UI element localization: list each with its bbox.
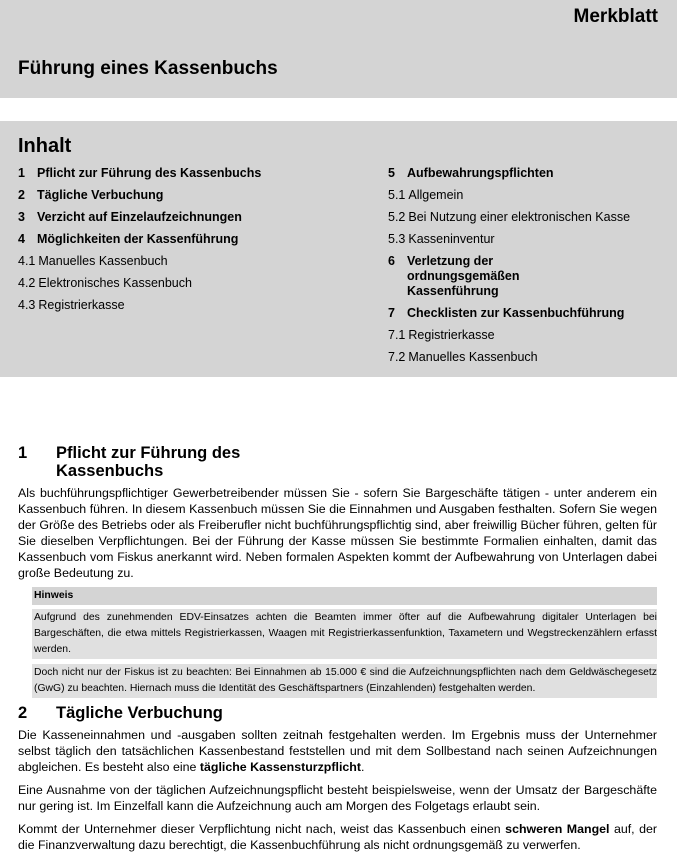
toc-entry[interactable]: 6 Verletzung der ordnungsgemäßen Kassenführung	[388, 254, 520, 298]
section-heading: 1 Pflicht zur Führung des Kassenbuchs	[18, 444, 241, 480]
toc-column-left	[18, 162, 358, 316]
section-paragraph: Als buchführungspflichtiger Gewerbetreibender müssen Sie - sofern Sie Bargeschäfte tätigen - unter anderem ein Kassenbuch führen. In diesem Kassenbuch müssen Sie die Einnahmen und Ausgaben festhalten. Sofern Sie wegen der Größe des Betriebs oder als Freiberufler nicht buchführungspflichtig sind, aber freiwillig Bücher führen, gelten für Sie dieselben Verpflichtungen. Bei der Führung der Kasse müssen Sie bestimmte Formalien einhalten, damit das Kassenbuch vom Fiskus anerkannt wird. Neben formalen Aspekten kommt der Aufbewahrung von Unterlagen dabei große Bedeutung zu.	[18, 486, 657, 580]
toc-entry[interactable]: 5.1 Allgemein	[388, 188, 464, 202]
hint-box	[32, 587, 657, 698]
toc-entry[interactable]: 5 Aufbewahrungspflichten	[388, 166, 554, 180]
table-of-contents	[0, 121, 677, 377]
toc-heading: Inhalt	[18, 135, 72, 157]
toc-entry[interactable]: 4.1 Manuelles Kassenbuch	[18, 254, 168, 268]
toc-entry[interactable]: 4.2 Elektronisches Kassenbuch	[18, 276, 192, 290]
section-heading: 2 Tägliche Verbuchung	[18, 704, 223, 722]
toc-entry[interactable]: 7.2 Manuelles Kassenbuch	[388, 350, 538, 364]
section-paragraph: Die Kasseneinnahmen und -ausgaben sollten zeitnah festgehalten werden. Im Ergebnis muss der Unternehmer selbst täglich den tatsächlichen Kassenbestand feststellen und mit dem Sollbestand nach seinen Aufzeichnungen abgleichen. Es besteht also eine tägliche Kassensturzpflicht.	[18, 728, 657, 774]
toc-entry[interactable]: 7.1 Registrierkasse	[388, 328, 495, 342]
section-paragraph: Kommt der Unternehmer dieser Verpflichtung nicht nach, weist das Kassenbuch einen schweren Mangel auf, der die Finanzverwaltung dazu berechtigt, die Kassenbuchführung als nicht ordnungsgemäß zu verwerfen.	[18, 822, 657, 852]
hint-paragraph: Doch nicht nur der Fiskus ist zu beachten: Bei Einnahmen ab 15.000 € sind die Aufzeichnungspflichten nach dem Geldwäschegesetz (GwG) zu beachten. Hiernach muss die Identität des Geschäftspartners (Einzahlenden) festgehalten werden.	[32, 664, 657, 698]
header-banner	[0, 0, 677, 98]
toc-entry[interactable]: 1 Pflicht zur Führung des Kassenbuchs	[18, 166, 262, 180]
toc-column-right	[388, 162, 668, 368]
hint-title: Hinweis	[32, 587, 657, 605]
toc-entry[interactable]: 7 Checklisten zur Kassenbuchführung	[388, 306, 625, 320]
toc-entry[interactable]: 4.3 Registrierkasse	[18, 298, 125, 312]
document-title: Führung eines Kassenbuchs	[18, 58, 278, 79]
main-content	[18, 444, 657, 853]
section-paragraph: Eine Ausnahme von der täglichen Aufzeichnungspflicht besteht beispielsweise, wenn der Umsatz der Bargeschäfte nur gering ist. Im Einzelfall kann die Aufzeichnung auch am Morgen des Folgetags erlaubt sein.	[18, 783, 657, 813]
toc-entry[interactable]: 2 Tägliche Verbuchung	[18, 188, 164, 202]
document-type-label: Merkblatt	[573, 6, 658, 27]
toc-entry[interactable]: 3 Verzicht auf Einzelaufzeichnungen	[18, 210, 242, 224]
toc-entry[interactable]: 5.2 Bei Nutzung einer elektronischen Kasse	[388, 210, 631, 224]
hint-paragraph: Aufgrund des zunehmenden EDV-Einsatzes achten die Beamten immer öfter auf die Aufbewahrung digitaler Unterlagen bei Bargeschäften, die etwa mittels Registrierkassen, Waagen mit Registrierkassenfunktion, Taxametern und Wegstreckenzählern erfasst werden.	[32, 609, 657, 659]
toc-entry[interactable]: 4 Möglichkeiten der Kassenführung	[18, 232, 239, 246]
toc-entry[interactable]: 5.3 Kasseninventur	[388, 232, 495, 246]
